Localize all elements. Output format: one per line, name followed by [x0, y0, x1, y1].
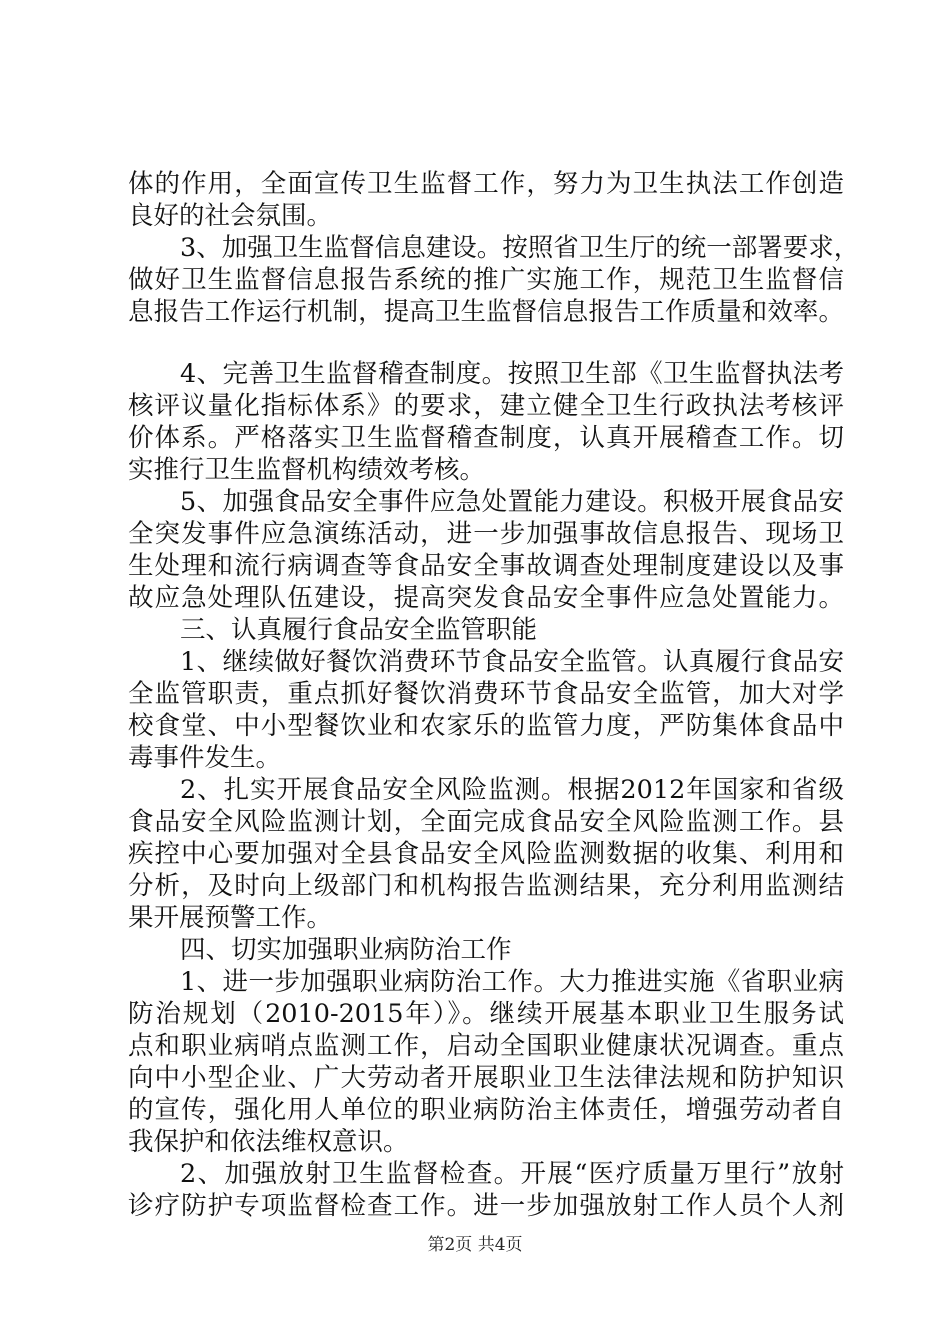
- document-body: [128, 168, 860, 1222]
- text-line: 防治规划（2010-2015年）》。继续开展基本职业卫生服务试: [128, 999, 844, 1029]
- text-line: 果开展预警工作。: [128, 903, 333, 933]
- text-line: 我保护和依法维权意识。: [128, 1127, 409, 1157]
- text-line: 实推行卫生监督机构绩效考核。: [128, 455, 486, 485]
- text-line: 食品安全风险监测计划，全面完成食品安全风险监测工作。县: [128, 807, 844, 837]
- paragraph-start-line: 1、进一步加强职业病防治工作。大力推进实施《省职业病: [180, 967, 844, 997]
- paragraph-start-line: 2、扎实开展食品安全风险监测。根据2012年国家和省级: [180, 775, 844, 805]
- text-line: 做好卫生监督信息报告系统的推广实施工作，规范卫生监督信: [128, 265, 844, 295]
- text-line: 诊疗防护专项监督检查工作。进一步加强放射工作人员个人剂: [128, 1191, 844, 1221]
- text-line: 体的作用，全面宣传卫生监督工作，努力为卫生执法工作创造: [128, 169, 844, 199]
- section-heading: 四、切实加强职业病防治工作: [180, 935, 512, 965]
- page-number-footer: 第2页 共4页: [427, 1235, 523, 1255]
- text-line: 故应急处理队伍建设，提高突发食品安全事件应急处置能力。: [128, 583, 844, 613]
- text-line: 息报告工作运行机制，提高卫生监督信息报告工作质量和效率。: [128, 297, 844, 327]
- text-line: 生处理和流行病调查等食品安全事故调查处理制度建设以及事: [128, 551, 844, 581]
- text-line: 点和职业病哨点监测工作，启动全国职业健康状况调查。重点: [128, 1031, 844, 1061]
- text-line: 核评议量化指标体系》的要求，建立健全卫生行政执法考核评: [128, 391, 844, 421]
- section-heading: 三、认真履行食品安全监管职能: [180, 615, 538, 645]
- text-line: 全突发事件应急演练活动，进一步加强事故信息报告、现场卫: [128, 519, 844, 549]
- paragraph-start-line: 2、加强放射卫生监督检查。开展“医疗质量万里行”放射: [180, 1159, 844, 1189]
- paragraph-start-line: 5、加强食品安全事件应急处置能力建设。积极开展食品安: [180, 487, 844, 517]
- paragraph-start-line: 4、完善卫生监督稽查制度。按照卫生部《卫生监督执法考: [180, 359, 844, 389]
- paragraph-start-line: 1、继续做好餐饮消费环节食品安全监管。认真履行食品安: [180, 647, 844, 677]
- text-line: 校食堂、中小型餐饮业和农家乐的监管力度，严防集体食品中: [128, 711, 844, 741]
- text-line: 向中小型企业、广大劳动者开展职业卫生法律法规和防护知识: [128, 1063, 844, 1093]
- text-line: 全监管职责，重点抓好餐饮消费环节食品安全监管，加大对学: [128, 679, 844, 709]
- text-line: 分析，及时向上级部门和机构报告监测结果，充分利用监测结: [128, 871, 844, 901]
- text-line: 价体系。严格落实卫生监督稽查制度，认真开展稽查工作。切: [128, 423, 844, 453]
- paragraph-start-line: 3、加强卫生监督信息建设。按照省卫生厅的统一部署要求，: [180, 233, 860, 263]
- text-line: 毒事件发生。: [128, 743, 282, 773]
- text-line: 疾控中心要加强对全县食品安全风险监测数据的收集、利用和: [128, 839, 844, 869]
- paragraph-gap: [128, 328, 844, 358]
- text-line: 的宣传，强化用人单位的职业病防治主体责任，增强劳动者自: [128, 1095, 844, 1125]
- text-line: 良好的社会氛围。: [128, 201, 333, 231]
